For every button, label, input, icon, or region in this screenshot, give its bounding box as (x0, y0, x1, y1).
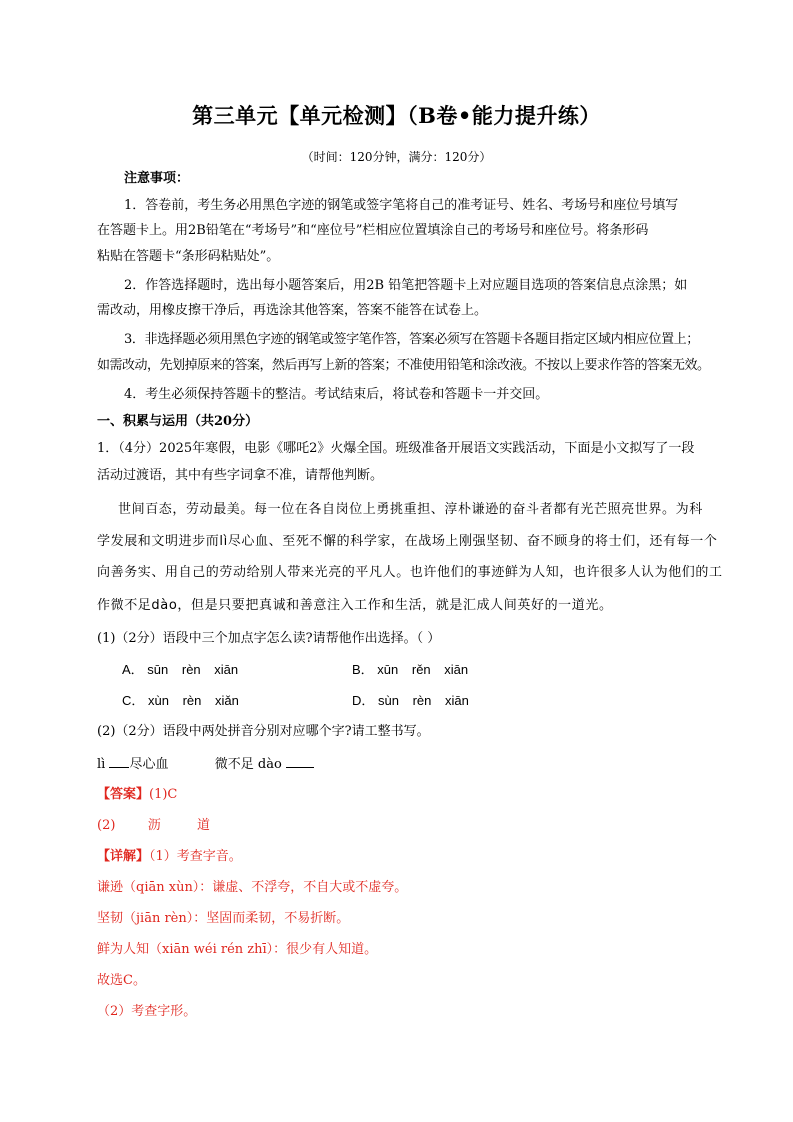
answer-tag: 【答案】 (97, 787, 150, 802)
fill-blank-row (97, 755, 314, 774)
question-intro: 活动过渡语，其中有些字词拿不准，请帮他判断。 (97, 468, 384, 483)
blank-1[interactable] (109, 755, 129, 768)
detail-tag: 【详解】 (97, 849, 150, 864)
notice-line: 粘贴在答题卡“条形码粘贴处”。 (97, 249, 280, 264)
notice-line: 4．考生必须保持答题卡的整洁。考试结束后，将试卷和答题卡一并交回。 (124, 387, 549, 402)
subquestion-2: (2)（2分）语段中两处拼音分别对应哪个字?请工整书写。 (97, 724, 430, 739)
notice-line: 需改动，用橡皮擦干净后，再选涂其他答案，答案不能答在试卷上。 (97, 303, 488, 318)
passage-line: 向善务实、用自己的劳动给别人带来光亮的平凡人。也许他们的事迹鲜为人知，也许很多人认为他们的工 (97, 565, 723, 580)
option-pinyin: xūn rěn xiān (377, 662, 469, 677)
answer-char: 沥 (147, 818, 161, 833)
answer-char: 道 (197, 818, 211, 833)
detail-line (97, 848, 242, 866)
option-b[interactable] (352, 661, 468, 679)
detail-line: 鲜为人知（xiān wéi rén zhī）：很少有人知道。 (97, 942, 378, 957)
notice-line: 3．非选择题必须用黑色字迹的钢笔或签字笔作答，答案必须写在答题卡各题目指定区域内相应位置上； (124, 332, 699, 347)
notice-line: 2．作答选择题时，选出每小题答案后，用2B 铅笔把答题卡上对应题目选项的答案信息点涂黑；如 (124, 278, 688, 293)
answer-value: (1)C (149, 787, 178, 802)
notice-line: 1．答卷前，考生务必用黑色字迹的钢笔或签字笔将自己的准考证号、姓名、考场号和座位号填写 (124, 198, 679, 213)
passage-line: 作微不足dào，但是只要把真诚和善意注入工作和生活，就是汇成人间英好的一道光。 (97, 598, 613, 613)
detail-line: 坚韧（jiān rèn）：坚固而柔韧，不易折断。 (97, 911, 350, 926)
page-title: 第三单元【单元检测】（B卷•能力提升练） (192, 103, 601, 128)
subquestion-1: (1)（2分）语段中三个加点字怎么读?请帮他作出选择。（ ） (97, 631, 441, 646)
detail-line: 谦逊（qiān xùn）：谦虚、不浮夸，不自大或不虚夸。 (97, 880, 408, 895)
passage-line: 世间百态，劳动最美。每一位在各自岗位上勇挑重担、淳朴谦逊的奋斗者都有光芒照亮世界。为科 (118, 502, 703, 517)
option-label: C． (122, 693, 145, 708)
notice-line: 在答题卡上。用2B铅笔在“考场号”和“座位号”栏相应位置填涂自己的考场号和座位号。将条形码 (97, 223, 649, 238)
detail-line: 故选C。 (97, 973, 146, 988)
answer-line (97, 817, 210, 835)
answer-number: (2) (97, 818, 116, 833)
question-intro: 1．（4分）2025年寒假，电影《哪吒2》火爆全国。班级准备开展语文实践活动，下面是小文拟写了一段 (97, 441, 695, 456)
notice-heading: 注意事项： (124, 171, 190, 186)
blank-2[interactable] (286, 755, 314, 768)
detail-line: （2）考查字形。 (97, 1004, 197, 1019)
option-label: A． (122, 662, 144, 677)
answer-line (97, 786, 177, 804)
fill-text: 尽心血 (129, 757, 169, 772)
option-pinyin: xùn rèn xiǎn (148, 693, 239, 708)
option-pinyin: sūn rèn xiān (147, 662, 239, 677)
section-heading: 一、积累与运用（共20分） (97, 414, 259, 429)
pinyin-li: lì (97, 757, 106, 772)
notice-line: 如需改动，先划掉原来的答案，然后再写上新的答案；不准使用铅笔和涂改液。不按以上要求作答的答案无效。 (97, 358, 710, 373)
option-label: B． (352, 662, 374, 677)
exam-time-score: （时间：120分钟，满分：120分） (301, 150, 492, 164)
passage-line: 学发展和文明进步而lì尽心血、至死不懈的科学家，在战场上刚强坚韧、奋不顾身的将士们，还有每一个 (97, 534, 718, 549)
option-d[interactable] (352, 692, 469, 710)
option-label: D． (352, 693, 375, 708)
option-a[interactable] (122, 661, 238, 679)
detail-text: （1）考查字音。 (149, 849, 242, 864)
option-pinyin: sùn rèn xiān (378, 693, 469, 708)
option-c[interactable] (122, 692, 239, 710)
fill-text: 微不足 dào (214, 757, 282, 772)
